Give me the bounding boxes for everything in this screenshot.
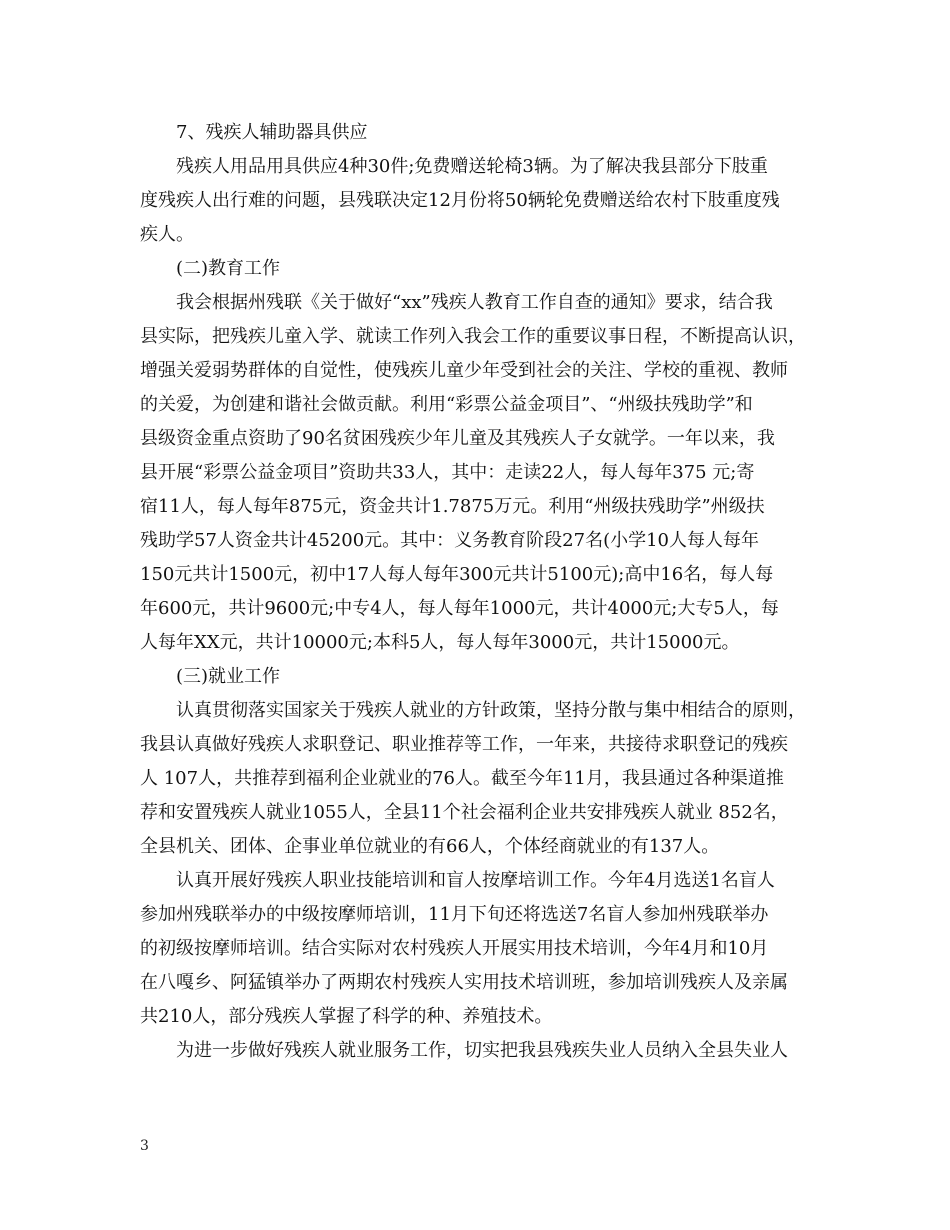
text-line: 全县机关、团体、企事业单位就业的有66人，个体经商就业的有137人。 bbox=[140, 836, 720, 857]
text-line: 疾人。 bbox=[140, 224, 194, 245]
text-line: 度残疾人出行难的问题，县残联决定12月份将50辆轮免费赠送给农村下肢重度残 bbox=[140, 190, 780, 211]
section-heading: (二)教育工作 bbox=[140, 258, 281, 279]
text-line: 县实际，把残疾儿童入学、就读工作列入我会工作的重要议事日程，不断提高认识， bbox=[140, 326, 806, 347]
text-line: 的关爱，为创建和谐社会做贡献。利用“彩票公益金项目”、“州级扶残助学”和 bbox=[140, 394, 753, 415]
text-line: 年600元，共计9600元;中专4人，每人每年1000元，共计4000元;大专5人，每 bbox=[140, 598, 779, 619]
document-body bbox=[140, 116, 824, 1068]
text-line: 增强关爱弱势群体的自觉性，使残疾儿童少年受到社会的关注、学校的重视、教师 bbox=[140, 360, 788, 381]
text-line: 的初级按摩师培训。结合实际对农村残疾人开展实用技术培训，今年4月和10月 bbox=[140, 938, 769, 959]
text-line: 人 107人，共推荐到福利企业就业的76人。截至今年11月，我县通过各种渠道推 bbox=[140, 768, 784, 789]
text-line: 参加州残联举办的中级按摩师培训，11月下旬还将选送7名盲人参加州残联举办 bbox=[140, 904, 769, 925]
text-line: 宿11人，每人每年875元，资金共计1.7875万元。利用“州级扶残助学”州级扶 bbox=[140, 496, 765, 517]
text-line: 我会根据州残联《关于做好“xx”残疾人教育工作自查的通知》要求，结合我 bbox=[140, 292, 773, 313]
text-line: 认真贯彻落实国家关于残疾人就业的方针政策，坚持分散与集中相结合的原则， bbox=[140, 700, 806, 721]
text-line: 荐和安置残疾人就业1055人，全县11个社会福利企业共安排残疾人就业 852名， bbox=[140, 802, 789, 823]
text-line: 残疾人用品用具供应4种30件;免费赠送轮椅3辆。为了解决我县部分下肢重 bbox=[140, 156, 768, 177]
text-line: 共210人，部分残疾人掌握了科学的种、养殖技术。 bbox=[140, 1006, 553, 1027]
text-line: 为进一步做好残疾人就业服务工作，切实把我县残疾失业人员纳入全县失业人 bbox=[140, 1040, 788, 1061]
text-line: 7、残疾人辅助器具供应 bbox=[140, 122, 368, 143]
text-line: 在八嘎乡、阿猛镇举办了两期农村残疾人实用技术培训班，参加培训残疾人及亲属 bbox=[140, 972, 788, 993]
text-line: 我县认真做好残疾人求职登记、职业推荐等工作，一年来，共接待求职登记的残疾 bbox=[140, 734, 788, 755]
text-line: 150元共计1500元，初中17人每人每年300元共计5100元);高中16名，每人每 bbox=[140, 564, 774, 585]
text-line: 县级资金重点资助了90名贫困残疾少年儿童及其残疾人子女就学。一年以来，我 bbox=[140, 428, 775, 449]
page-number: 3 bbox=[140, 1138, 149, 1154]
text-line: 人每年XX元，共计10000元;本科5人，每人每年3000元，共计15000元。 bbox=[140, 632, 740, 653]
text-line: 残助学57人资金共计45200元。其中：义务教育阶段27名(小学10人每人每年 bbox=[140, 530, 759, 551]
text-line: 县开展“彩票公益金项目”资助共33人，其中：走读22人，每人每年375 元;寄 bbox=[140, 462, 755, 483]
section-heading: (三)就业工作 bbox=[140, 666, 281, 687]
text-line: 认真开展好残疾人职业技能培训和盲人按摩培训工作。今年4月选送1名盲人 bbox=[140, 870, 775, 891]
